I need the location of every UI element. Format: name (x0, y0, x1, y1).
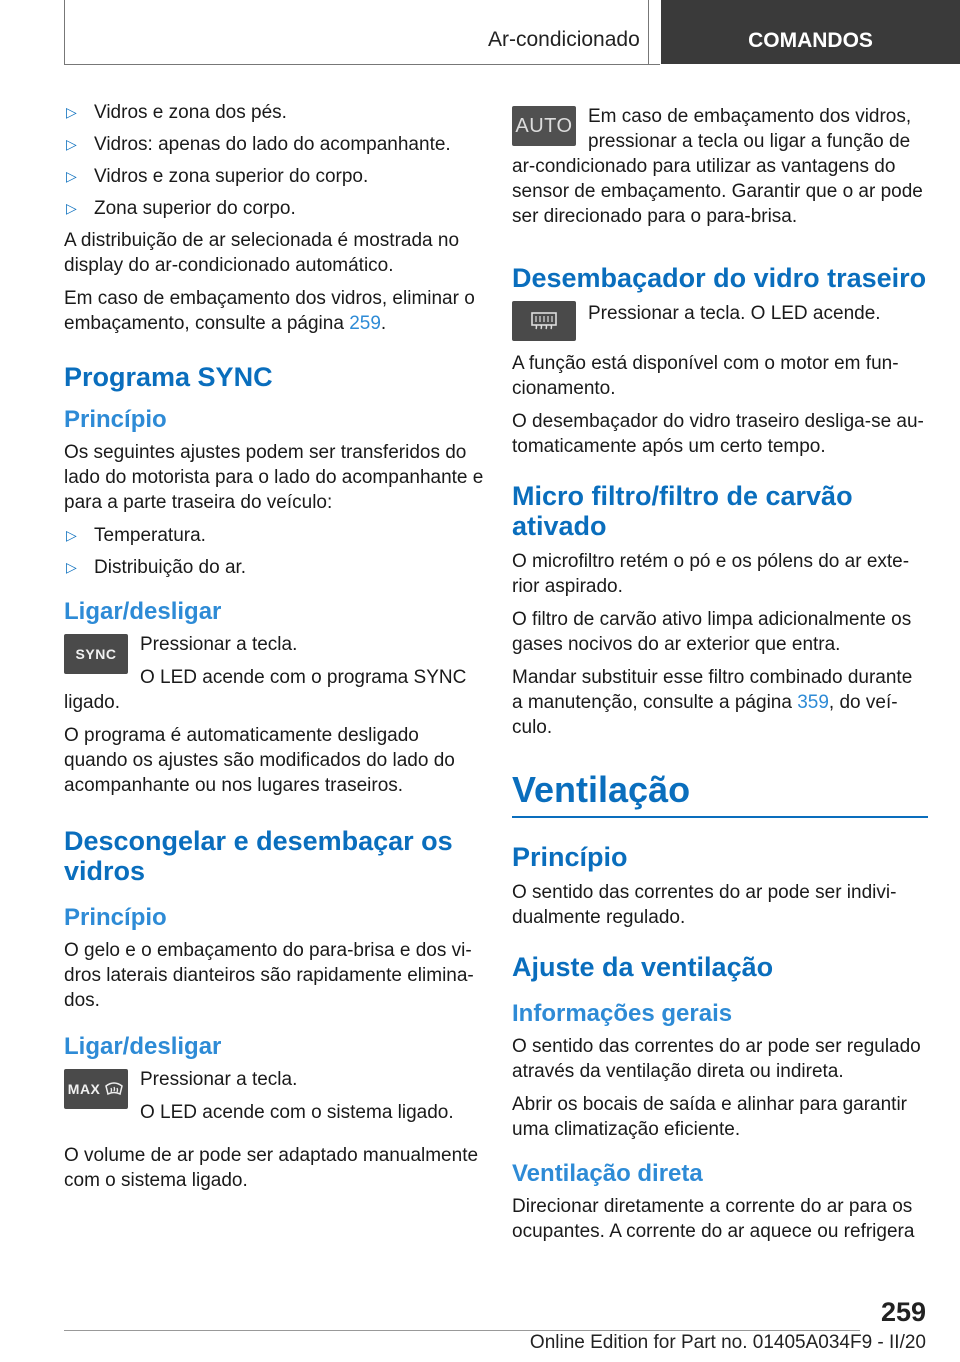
page-link[interactable]: 359 (797, 692, 829, 713)
list-item: ▷ Vidros e zona dos pés. (66, 102, 287, 123)
header-divider (64, 0, 65, 65)
paragraph: O microfiltro retém o pó e os pólens do ar exte‐rior aspirado. (512, 551, 910, 597)
paragraph: Abrir os bocais de saída e alinhar para garantir uma climatização eficiente. (512, 1094, 908, 1140)
heading-ventilacao: Ventilação (512, 770, 928, 818)
max-defrost-key-icon: MAX (64, 1069, 128, 1109)
paragraph: Pressionar a tecla. (140, 1069, 298, 1090)
windshield-defrost-icon (104, 1080, 124, 1098)
triangle-bullet-icon: ▷ (66, 104, 77, 120)
subheading-ventilacao-direta: Ventilação direta (512, 1160, 703, 1187)
paragraph: Mandar substituir esse filtro combinado durante a manutenção, consulte a página 359, do veí‐culo. (512, 667, 913, 738)
triangle-bullet-icon: ▷ (66, 168, 77, 184)
list-item: ▷ Vidros e zona superior do corpo. (66, 166, 369, 187)
paragraph: O programa é automaticamente desligado quando os ajustes são modificados do lado do acompanhante ou nos lugares traseiros. (64, 725, 455, 796)
paragraph: Em caso de embaçamento dos vidros, eliminar o embaçamento, consulte a página 259. (64, 288, 475, 334)
paragraph: A função está disponível com o motor em fun‐cionamento. (512, 353, 899, 399)
paragraph: Os seguintes ajustes podem ser transferidos do lado do motorista para o lado do acompanhante e para a parte traseira do veículo: (64, 442, 484, 513)
subheading-principio: Princípio (64, 406, 167, 433)
list-item: ▷ Temperatura. (66, 525, 206, 546)
header-rule (64, 64, 660, 65)
paragraph: O filtro de carvão ativo limpa adicionalmente os gases nocivos do ar exterior que entra. (512, 609, 912, 655)
paragraph: Pressionar a tecla. O LED acende. (588, 303, 881, 324)
subheading-ligar-desligar: Ligar/desligar (64, 598, 222, 625)
list-item: ▷ Vidros: apenas do lado do acompanhante. (66, 134, 451, 155)
paragraph: O desembaçador do vidro traseiro desliga-se au‐tomaticamente após um certo tempo. (512, 411, 924, 457)
heading-principio: Princípio (512, 842, 628, 872)
rear-window-defrost-icon (530, 311, 558, 331)
bullet-list (64, 100, 484, 221)
section-title: Ar-condicionado (488, 28, 640, 51)
page-number: 259 (880, 1297, 926, 1327)
triangle-bullet-icon: ▷ (66, 527, 77, 543)
bullet-list (64, 523, 484, 580)
list-item: ▷ Zona superior do corpo. (66, 198, 296, 219)
rear-defrost-key-icon (512, 301, 576, 341)
footer-rule (64, 1330, 860, 1331)
heading-sync: Programa SYNC (64, 362, 273, 392)
heading-desembacador: Desembaçador do vidro traseiro (512, 263, 927, 293)
paragraph: O LED acende com o programa SYNC ligado. (64, 667, 467, 713)
auto-key-icon: AUTO (512, 106, 576, 146)
paragraph: Pressionar a tecla. (140, 634, 298, 655)
left-column (64, 100, 484, 1201)
paragraph: A distribuição de ar selecionada é mostrada no display do ar-condicionado automático. (64, 230, 460, 276)
chapter-tab: COMANDOS (661, 0, 960, 64)
sync-key-icon: SYNC (64, 634, 128, 674)
heading-micro-filtro: Micro filtro/filtro de carvão ativado (512, 481, 853, 541)
page-link[interactable]: 259 (349, 313, 381, 334)
header-divider (648, 0, 649, 65)
subheading-principio: Princípio (64, 904, 167, 931)
heading-descongelar: Descongelar e desembaçar os vidros (64, 826, 453, 886)
paragraph: Em caso de embaçamento dos vidros, pressionar a tecla ou ligar a função de ar-condicionado para utilizar as vantagens do sensor de embaçamento. Garantir que o ar pode ser direcionado para o para-brisa. (512, 106, 923, 227)
paragraph: Direcionar diretamente a corrente do ar para os ocupantes. A corrente do ar aquece ou refrigera (512, 1196, 915, 1242)
triangle-bullet-icon: ▷ (66, 559, 77, 575)
list-item: ▷ Distribuição do ar. (66, 557, 247, 578)
paragraph: O gelo e o embaçamento do para-brisa e dos vi‐dros laterais dianteiros são rapidamente elimina‐dos. (64, 940, 474, 1011)
paragraph: O volume de ar pode ser adaptado manualmente com o sistema ligado. (64, 1145, 479, 1191)
footer-edition: Online Edition for Part no. 01405A034F9 - II/20 (529, 1332, 926, 1353)
paragraph: O sentido das correntes do ar pode ser indivi‐dualmente regulado. (512, 882, 897, 928)
heading-ajuste-ventilacao: Ajuste da ventilação (512, 952, 774, 982)
triangle-bullet-icon: ▷ (66, 200, 77, 216)
subheading-ligar-desligar: Ligar/desligar (64, 1033, 222, 1060)
paragraph: O sentido das correntes do ar pode ser regulado através da ventilação direta ou indireta. (512, 1036, 921, 1082)
subheading-informacoes-gerais: Informações gerais (512, 1000, 733, 1027)
triangle-bullet-icon: ▷ (66, 136, 77, 152)
right-column (512, 104, 928, 1252)
paragraph: O LED acende com o sistema ligado. (140, 1102, 454, 1123)
